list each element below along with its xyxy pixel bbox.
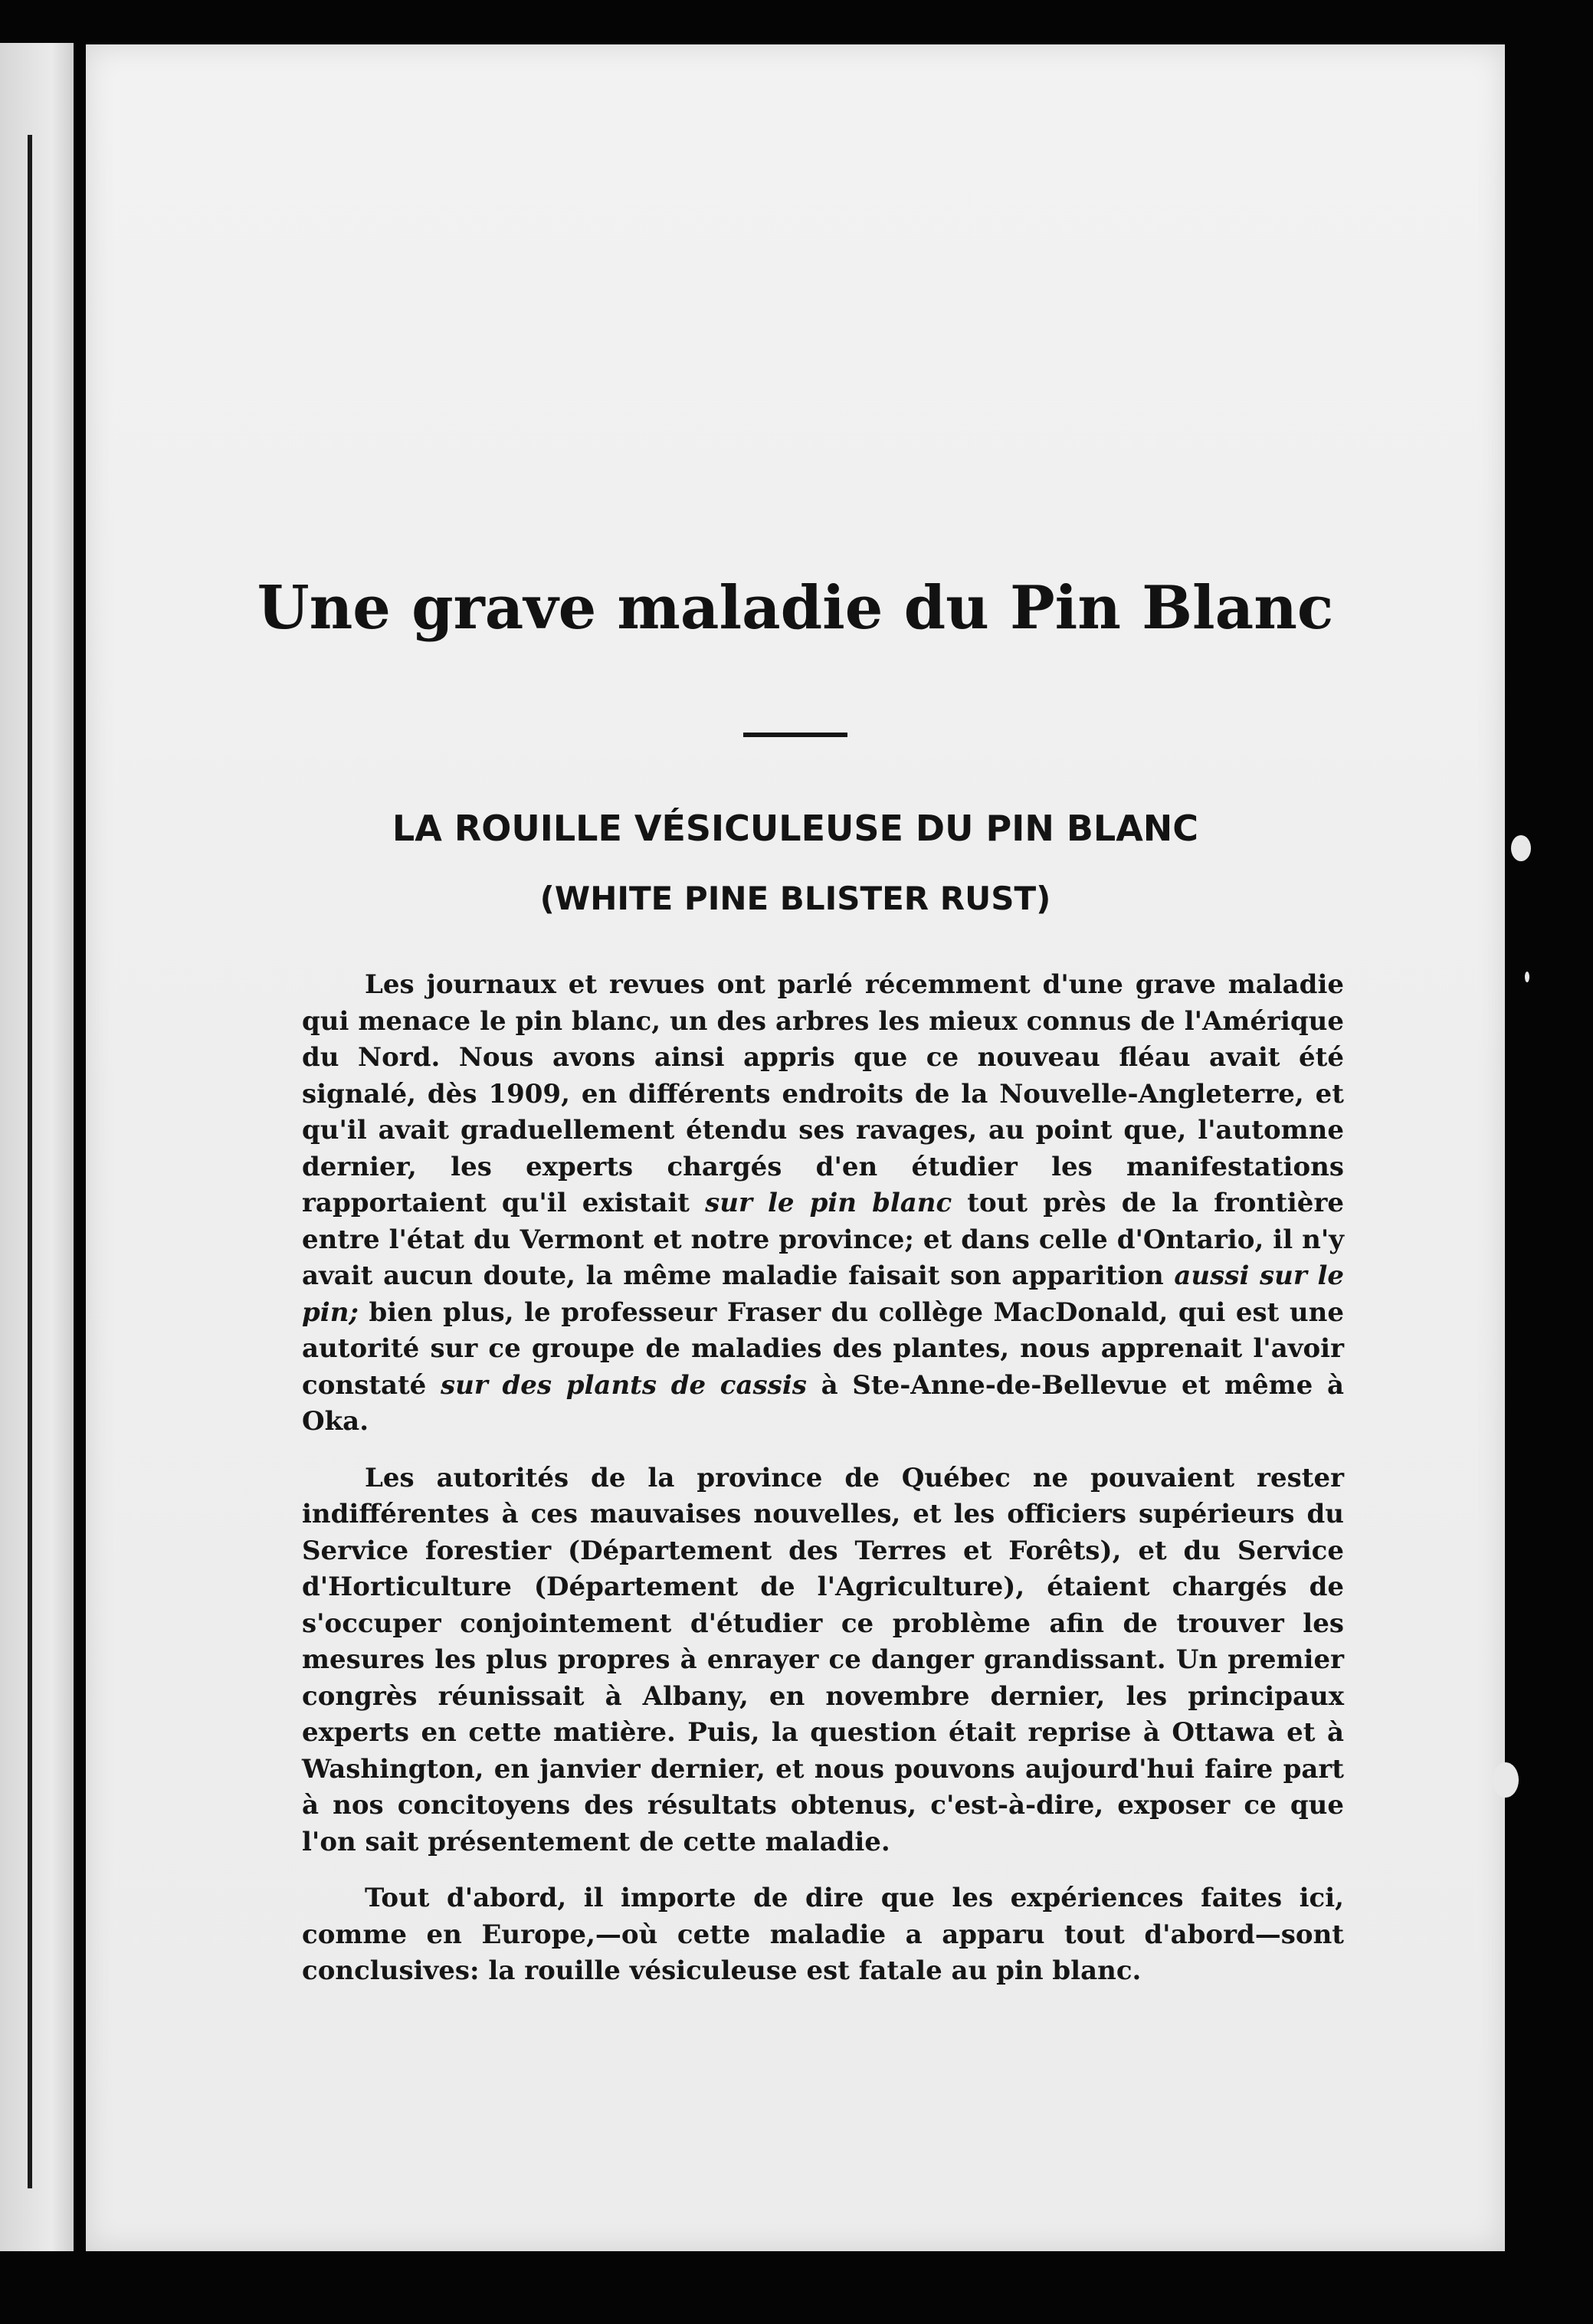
text-run: Tout d'abord, il importe de dire que les expériences faites ici, comme en Europe,—où cette maladie a apparu tout d'abord—sont conclusives: la rouille vésiculeuse est fatale au pin blanc. bbox=[302, 1883, 1344, 1986]
text-run: Les journaux et revues ont parlé récemment d'une grave maladie qui menace le pin blanc, un des arbres les mieux connus de l'Amérique du Nord. Nous avons ainsi appris que ce nouveau fléau avait été signalé, dès 1909, en différents endroits de la Nouvelle-Angleterre, et qu'il avait graduellement étendu ses ravages, au point que, l'automne dernier, les experts chargés d'en étudier les manifestations rapportaient qu'il existait bbox=[302, 969, 1344, 1218]
document-subtitle: LA ROUILLE VÉSICULEUSE DU PIN BLANC bbox=[392, 808, 1199, 849]
title-divider bbox=[743, 733, 847, 737]
scan-speck bbox=[1511, 835, 1531, 861]
paragraph bbox=[302, 967, 1344, 1441]
page-margin-rule bbox=[28, 135, 32, 2188]
article-body bbox=[302, 967, 1344, 2010]
scan-speck bbox=[1493, 1762, 1519, 1798]
italic-text-run: aussi sur le pin; bbox=[302, 1260, 1344, 1328]
italic-text-run: sur le pin blanc bbox=[705, 1188, 952, 1218]
document-title: Une grave maladie du Pin Blanc bbox=[257, 573, 1334, 643]
previous-page-edge bbox=[0, 43, 74, 2251]
scan-speck bbox=[1525, 972, 1529, 982]
text-run: à Ste-Anne-de-Bellevue et même à Oka. bbox=[302, 1369, 1344, 1437]
text-run: bien plus, le professeur Fraser du collège MacDonald, qui est une autorité sur ce groupe de maladies des plantes, nous apprenait l'avoir constaté bbox=[302, 1296, 1344, 1401]
text-run: Les autorités de la province de Québec ne pouvaient rester indifférentes à ces mauvaises nouvelles, et les officiers supérieurs du Service forestier (Département des Terres et Forêts), et du Service d'Horticulture (Département de l'Agriculture), étaient chargés de s'occuper conjointement d'étudier ce problème afin de trouver les mesures les plus propres à enrayer ce danger grandissant. Un premier congrès réunissait à Albany, en novembre dernier, les principaux experts en cette matière. Puis, la question était reprise à Ottawa et à Washington, en janvier dernier, et nous pouvons aujourd'hui faire part à nos concitoyens des résultats obtenus, c'est-à-dire, exposer ce que l'on sait présentement de cette maladie. bbox=[302, 1462, 1344, 1857]
italic-text-run: sur des plants de cassis bbox=[441, 1369, 807, 1401]
text-run: tout près de la frontière entre l'état du Vermont et notre province; et dans celle d'Ontario, il n'y avait aucun doute, la même maladie faisait son apparition bbox=[302, 1188, 1344, 1291]
paragraph bbox=[302, 1460, 1344, 1861]
document-page bbox=[86, 44, 1505, 2251]
paragraph bbox=[302, 1880, 1344, 1990]
document-subtitle-english: (WHITE PINE BLISTER RUST) bbox=[539, 880, 1051, 917]
